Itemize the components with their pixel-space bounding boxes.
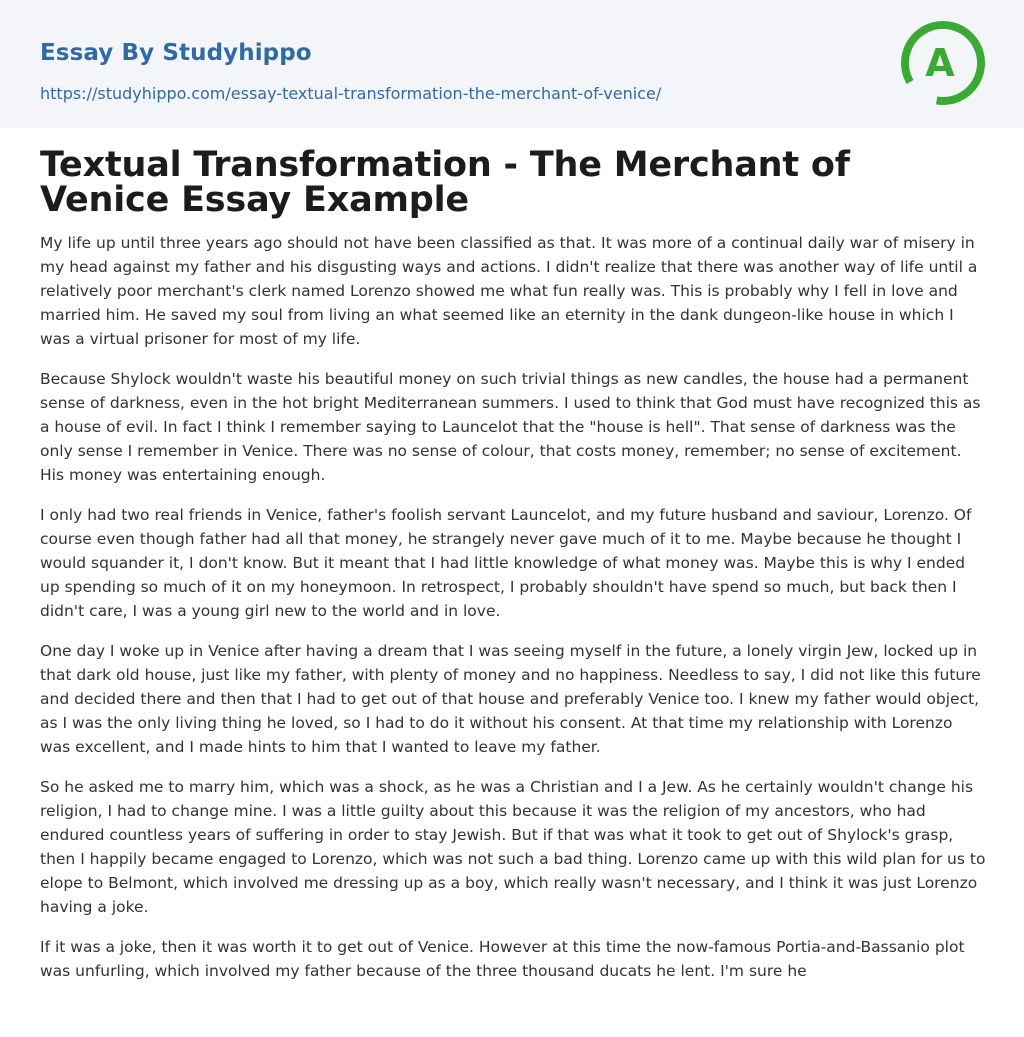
studyhippo-logo-icon[interactable]: [898, 18, 988, 108]
article: [40, 145, 986, 999]
source-url-link[interactable]: https://studyhippo.com/essay-textual-transformation-the-merchant-of-venice/: [40, 84, 662, 103]
article-body: [40, 231, 986, 983]
paragraph: So he asked me to marry him, which was a shock, as he was a Christian and I a Jew. As he certainly wouldn't change his religion, I had to change mine. I was a little guilty about this because it was the religion of my ancestors, who had endured countless years of suffering in order to stay Jewish. But if that was what it took to get out of Shylock's grasp, then I happily became engaged to Lorenzo, which was not such a bad thing. Lorenzo came up with this wild plan for us to elope to Belmont, which involved me dressing up as a boy, which really wasn't necessary, and I think it was just Lorenzo having a joke.: [40, 778, 986, 916]
paragraph: Because Shylock wouldn't waste his beautiful money on such trivial things as new candles, the house had a permanent sense of darkness, even in the hot bright Mediterranean summers. I used to think that God must have recognized this as a house of evil. In fact I think I remember saying to Launcelot that the "house is hell". That sense of darkness was the only sense I remember in Venice. There was no sense of colour, that costs money, remember; no sense of excitement. His money was entertaining enough.: [40, 370, 981, 484]
logo-letter: A: [925, 41, 955, 85]
paragraph: One day I woke up in Venice after having a dream that I was seeing myself in the future, a lonely virgin Jew, locked up in that dark old house, just like my father, with plenty of money and no happiness. Needless to say, I did not like this future and decided there and then that I had to get out of that house and preferably Venice too. I knew my father would object, as I was the only living thing he loved, so I had to do it without his consent. At that time my relationship with Lorenzo was excellent, and I made hints to him that I wanted to leave my father.: [40, 642, 981, 756]
site-header: [0, 0, 1024, 128]
paragraph: If it was a joke, then it was worth it to get out of Venice. However at this time the now-famous Portia-and-Bassanio plot was unfurling, which involved my father because of the three thousand ducats he lent. I'm sure he: [40, 938, 965, 980]
paragraph: I only had two real friends in Venice, father's foolish servant Launcelot, and my future husband and saviour, Lorenzo. Of course even though father had all that money, he strangely never gave much of it to me. Maybe because he thought I would squander it, I don't know. But it meant that I had little knowledge of what money was. Maybe this is why I ended up spending so much of it on my honeymoon. In retrospect, I probably shouldn't have spend so much, but back then I didn't care, I was a young girl new to the world and in love.: [40, 506, 972, 620]
site-brand[interactable]: Essay By Studyhippo: [40, 40, 312, 66]
page-title: Textual Transformation - The Merchant of Venice Essay Example: [40, 145, 850, 220]
paragraph: My life up until three years ago should not have been classified as that. It was more of a continual daily war of misery in my head against my father and his disgusting ways and actions. I didn't realize that there was another way of life until a relatively poor merchant's clerk named Lorenzo showed me what fun really was. This is probably why I fell in love and married him. He saved my soul from living an what seemed like an eternity in the dank dungeon-like house in which I was a virtual prisoner for most of my life.: [40, 234, 978, 348]
